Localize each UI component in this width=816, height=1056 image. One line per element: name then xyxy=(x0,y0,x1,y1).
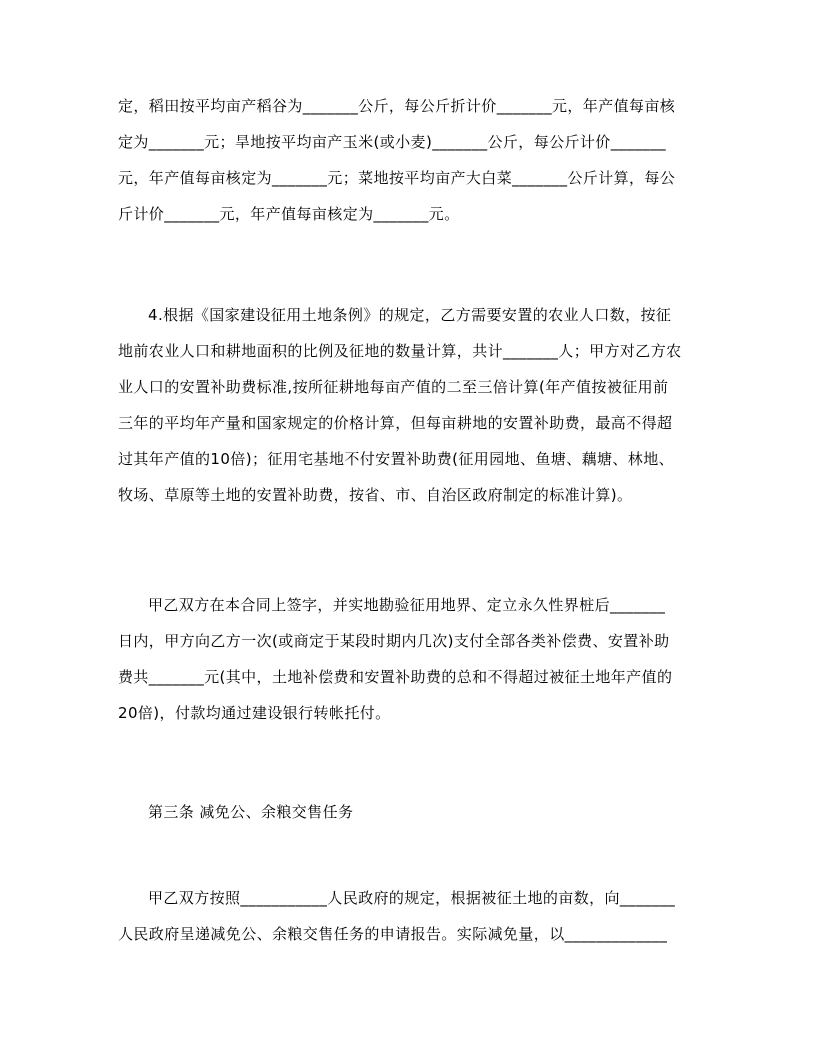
text-line: 甲乙双方按照___________人民政府的规定，根据被征土地的亩数，向_______ xyxy=(148,889,676,907)
text-line: 地前农业人口和耕地面积的比例及征地的数量计算，共计_______人；甲方对乙方农 xyxy=(118,342,682,360)
text-line: 定，稻田按平均亩产稻谷为_______公斤，每公斤折计价_______元，年产值每亩核 xyxy=(118,97,676,115)
text-line: 甲乙双方在本合同上签字，并实地勘验征用地界、定立永久性界桩后_______ xyxy=(148,596,666,614)
paragraph-payment-terms xyxy=(118,587,698,731)
text-line: 费共_______元(其中，土地补偿费和安置补助费的总和不得超过被征土地年产值的 xyxy=(118,668,673,686)
text-line: 三年的平均年产量和国家规定的价格计算，但每亩耕地的安置补助费，最高不得超 xyxy=(118,414,673,432)
section-heading-article-3 xyxy=(118,794,698,830)
text-line: 人民政府呈递减免公、余粮交售任务的申请报告。实际减免量，以_____________ xyxy=(118,925,668,943)
text-line: 过其年产值的10倍)；征用宅基地不付安置补助费(征用园地、鱼塘、藕塘、林地、 xyxy=(118,450,674,468)
text-line: 20倍)，付款均通过建设银行转帐托付。 xyxy=(118,704,391,722)
text-line: 业人口的安置补助费标准,按所征耕地每亩产值的二至三倍计算(年产值按被征用前 xyxy=(118,378,669,396)
text-line: 牧场、草原等土地的安置补助费，按省、市、自治区政府制定的标准计算)。 xyxy=(118,486,633,504)
paragraph-resettlement-subsidy xyxy=(118,297,698,513)
text-line: 元，年产值每亩核定为_______元；菜地按平均亩产大白菜_______公斤计算，每公 xyxy=(118,169,676,187)
text-line: 日内，甲方向乙方一次(或商定于某段时期内几次)支付全部各类补偿费、安置补助 xyxy=(118,632,670,650)
text-line: 4.根据《国家建设征用土地条例》的规定，乙方需要安置的农业人口数，按征 xyxy=(148,306,672,324)
paragraph-yield-valuation xyxy=(118,88,698,232)
section-heading: 第三条 减免公、余粮交售任务 xyxy=(148,803,354,821)
paragraph-grain-quota-reduction xyxy=(118,880,698,952)
text-line: 定为_______元；旱地按平均亩产玉米(或小麦)_______公斤，每公斤计价_______ xyxy=(118,133,667,151)
text-line: 斤计价_______元，年产值每亩核定为_______元。 xyxy=(118,205,460,223)
